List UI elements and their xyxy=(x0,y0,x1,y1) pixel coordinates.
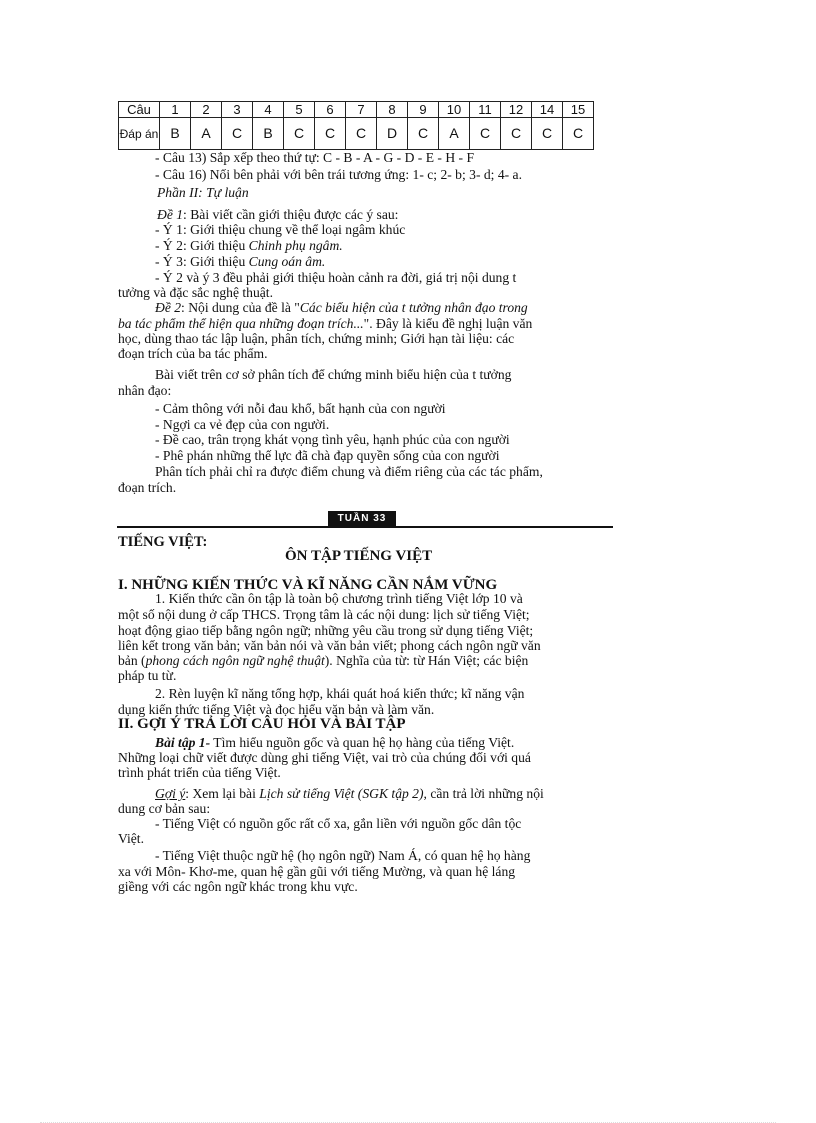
heading-2: II. GỢI Ý TRẢ LỜI CÂU HỎI VÀ BÀI TẬP xyxy=(118,716,406,732)
table-cell: C xyxy=(284,118,315,150)
table-cell: 2 xyxy=(191,102,222,118)
text-line xyxy=(155,254,325,270)
table-cell: Đáp án xyxy=(119,118,160,150)
text-line: - Ý 2 và ý 3 đều phải giới thiệu hoàn cảnh ra đời, giá trị nội dung t xyxy=(155,270,517,285)
text-span: Tìm hiểu nguồn gốc và quan hệ họ hàng của tiếng Việt. xyxy=(210,735,515,750)
text-line: dụng kiến thức tiếng Việt và đọc hiểu văn bản và làm văn. xyxy=(118,702,435,717)
text-line: Bài viết trên cơ sở phân tích để chứng minh biểu hiện của t tưởng xyxy=(155,367,512,382)
text-span: - Ý 3: Giới thiệu xyxy=(155,254,249,269)
text-span: phong cách ngôn ngữ nghệ thuật xyxy=(145,653,325,668)
text-span: Lịch sử tiếng Việt (SGK tập 2) xyxy=(259,786,424,801)
text-line: - Câu 13) Sắp xếp theo thứ tự: C - B - A - G - D - E - H - F xyxy=(155,150,475,165)
text-line: 1. Kiến thức cần ôn tập là toàn bộ chương trình tiếng Việt lớp 10 và xyxy=(155,591,523,606)
table-cell: C xyxy=(501,118,532,150)
text-line xyxy=(155,300,528,316)
heading-1: I. NHỮNG KIẾN THỨC VÀ KĨ NĂNG CẦN NẮM VỮNG xyxy=(118,577,498,593)
text-line xyxy=(155,735,514,751)
text-line: hoạt động giao tiếp bằng ngôn ngữ; những yêu cầu trong sử dụng tiếng Việt; xyxy=(118,623,534,638)
text-span: ". Đây là kiểu đề nghị luận văn xyxy=(363,316,533,331)
table-cell: C xyxy=(408,118,439,150)
section-label: TIẾNG VIỆT: xyxy=(118,534,208,550)
table-cell: 15 xyxy=(563,102,594,118)
table-cell: 8 xyxy=(377,102,408,118)
table-cell: 7 xyxy=(346,102,377,118)
week-badge: TUẦN 33 xyxy=(328,511,396,526)
table-cell: B xyxy=(160,118,191,150)
text-line: xa với Môn- Khơ-me, quan hệ gần gũi với tiếng Mường, và quan hệ láng xyxy=(118,864,516,879)
text-line: đoạn trích của ba tác phẩm. xyxy=(118,346,268,361)
answer-table xyxy=(118,101,594,150)
text-line: trình phát triển của tiếng Việt. xyxy=(118,765,281,780)
table-cell: 4 xyxy=(253,102,284,118)
table-cell: C xyxy=(532,118,563,150)
hint-label: Gợi ý xyxy=(155,786,186,801)
text-line: - Tiếng Việt thuộc ngữ hệ (họ ngôn ngữ) Nam Á, có quan hệ họ hàng xyxy=(155,848,531,863)
text-line: Những loại chữ viết được dùng ghi tiếng Việt, vai trò của chúng đối với quá xyxy=(118,750,531,765)
page-title: ÔN TẬP TIẾNG VIỆT xyxy=(285,548,433,564)
text-line: - Phê phán những thế lực đã chà đạp quyền sống của con người xyxy=(155,448,500,463)
text-line: Phân tích phải chỉ ra được điểm chung và điểm riêng của các tác phẩm, xyxy=(155,464,543,479)
text-span: ). Nghĩa của từ: từ Hán Việt; các biện xyxy=(324,653,529,668)
text-span: bản ( xyxy=(118,653,146,668)
table-cell: 3 xyxy=(222,102,253,118)
exercise-label: Bài tập 1- xyxy=(155,735,211,750)
text-span: Chinh phụ ngâm. xyxy=(248,238,343,253)
table-cell: 9 xyxy=(408,102,439,118)
section-heading-part-2: Phần II: Tự luận xyxy=(157,185,249,200)
text-line: liên kết trong văn bản; văn bản nói và văn bản viết; phong cách ngôn ngữ văn xyxy=(118,638,541,653)
text-line: học, dùng thao tác lập luận, phân tích, chứng minh; Giới hạn tài liệu: các xyxy=(118,331,515,346)
answer-table-answer-row xyxy=(119,118,594,150)
text-line: - Câu 16) Nối bên phải với bên trái tương ứng: 1- c; 2- b; 3- d; 4- a. xyxy=(155,167,522,182)
table-cell: 1 xyxy=(160,102,191,118)
text-line: pháp tu từ. xyxy=(118,668,177,683)
text-line: đoạn trích. xyxy=(118,480,177,495)
table-cell: B xyxy=(253,118,284,150)
table-cell: C xyxy=(563,118,594,150)
text-line: - Ngợi ca vẻ đẹp của con người. xyxy=(155,417,330,432)
text-span: : Bài viết cần giới thiệu được các ý sau: xyxy=(183,207,399,222)
topic-label: Đề 1 xyxy=(157,207,184,222)
table-cell: A xyxy=(191,118,222,150)
text-span: - Ý 2: Giới thiệu xyxy=(155,238,249,253)
text-line: - Đề cao, trân trọng khát vọng tình yêu, hạnh phúc của con người xyxy=(155,432,510,447)
text-line xyxy=(157,207,398,223)
table-cell: C xyxy=(222,118,253,150)
text-line xyxy=(155,786,544,802)
table-cell: 14 xyxy=(532,102,563,118)
table-cell: 11 xyxy=(470,102,501,118)
text-line: Việt. xyxy=(118,831,144,846)
table-cell: 6 xyxy=(315,102,346,118)
text-line xyxy=(155,238,343,254)
table-cell: Câu xyxy=(119,102,160,118)
text-line: - Ý 1: Giới thiệu chung về thể loại ngâm khúc xyxy=(155,222,406,237)
text-line: nhân đạo: xyxy=(118,383,172,398)
text-span: Các biểu hiện của t tưởng nhân đạo trong xyxy=(299,300,528,315)
text-line: - Cảm thông với nỗi đau khổ, bất hạnh của con người xyxy=(155,401,446,416)
text-line xyxy=(118,653,528,669)
table-cell: 10 xyxy=(439,102,470,118)
text-line: dung cơ bản sau: xyxy=(118,801,211,816)
text-span: , cần trả lời những nội xyxy=(423,786,544,801)
text-span: Cung oán âm. xyxy=(248,254,326,269)
text-line: giềng với các ngôn ngữ khác trong khu vực. xyxy=(118,879,358,894)
text-span: : Xem lại bài xyxy=(185,786,260,801)
text-span: : Nội dung của đề là " xyxy=(181,300,300,315)
table-cell: C xyxy=(346,118,377,150)
divider xyxy=(117,526,613,528)
table-cell: A xyxy=(439,118,470,150)
table-cell: D xyxy=(377,118,408,150)
text-line: 2. Rèn luyện kĩ năng tổng hợp, khái quát hoá kiến thức; kĩ năng vận xyxy=(155,686,525,701)
topic-label: Đề 2 xyxy=(155,300,182,315)
text-span: ba tác phẩm thể hiện qua những đoạn trích... xyxy=(118,316,364,331)
table-cell: C xyxy=(470,118,501,150)
table-cell: 12 xyxy=(501,102,532,118)
text-line xyxy=(118,316,532,332)
table-cell: 5 xyxy=(284,102,315,118)
text-line: - Tiếng Việt có nguồn gốc rất cổ xa, gắn liền với nguồn gốc dân tộc xyxy=(155,816,522,831)
table-cell: C xyxy=(315,118,346,150)
answer-table-header-row xyxy=(119,102,594,118)
text-line: tưởng và đặc sắc nghệ thuật. xyxy=(118,285,273,300)
text-line: một số nội dung ở cấp THCS. Trọng tâm là các nội dung: lịch sử tiếng Việt; xyxy=(118,607,530,622)
